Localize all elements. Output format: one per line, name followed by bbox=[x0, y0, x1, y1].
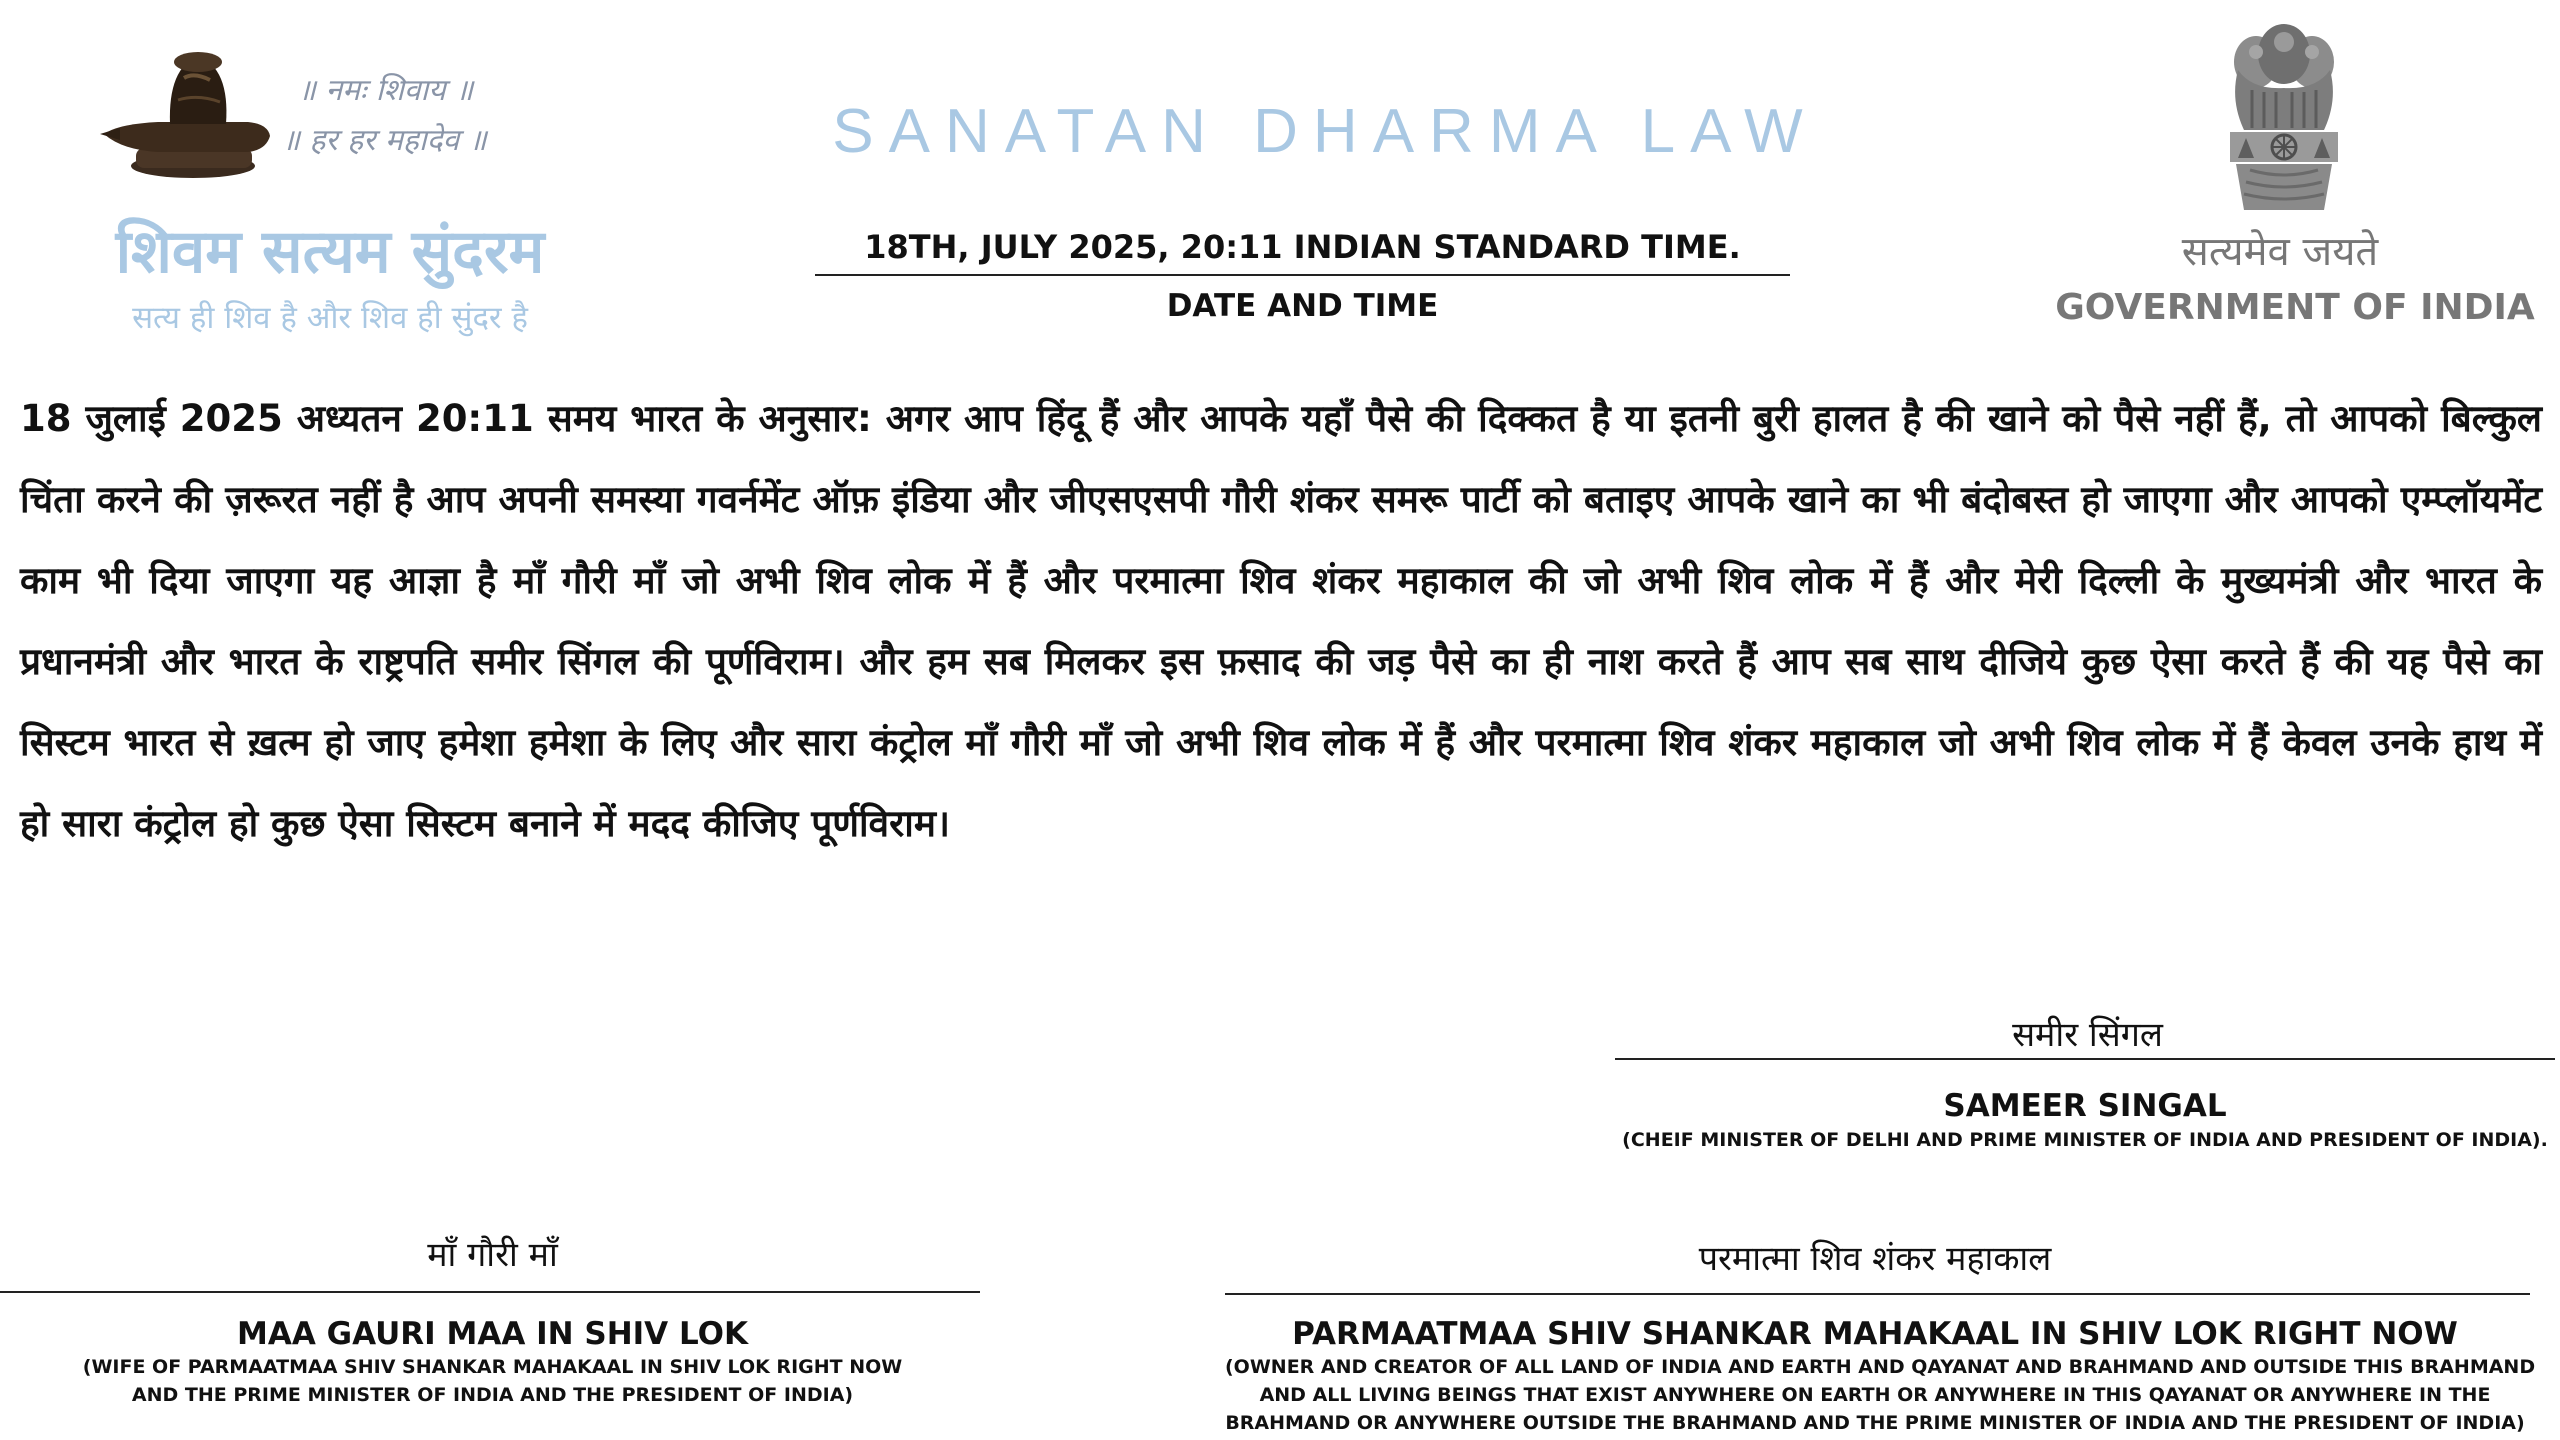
datetime-label: DATE AND TIME bbox=[1166, 288, 1439, 324]
announcement-paragraph: 18 जुलाई 2025 अध्यतन 20:11 समय भारत के अनुसार: अगर आप हिंदू हैं और आपके यहाँ पैसे की दिक्कत है या इतनी बुरी हालत है की खाने को पैसे नहीं हैं, तो आपको बिल्कुल चिंता करने की ज़रूरत नहीं है आप अपनी समस्या गवर्नमेंट ऑफ़ इंडिया और जीएसएसपी गौरी शंकर समरू पार्टी को बताइए आपके खाने का भी बंदोबस्त हो जाएगा और आपको एम्प्लॉयमेंट काम भी दिया जाएगा यह आज्ञा है माँ गौरी माँ जो अभी शिव लोक में हैं और परमात्मा शिव शंकर महाकाल की जो अभी शिव लोक में हैं और मेरी दिल्ली के मुख्यमंत्री और भारत के प्रधानमंत्री और भारत के राष्ट्रपति समीर सिंगल की पूर्णविराम। और हम सब मिलकर इस फ़साद की जड़ पैसे का ही नाश करते हैं आप सब साथ दीजिये कुछ ऐसा करते हैं की यह पैसे का सिस्टम भारत से ख़त्म हो जाए हमेशा हमेशा के लिए और सारा कंट्रोल माँ गौरी माँ जो अभी शिव लोक में हैं और परमात्मा शिव शंकर महाकाल जो अभी शिव लोक में हैं केवल उनके हाथ में हो सारा कंट्रोल हो कुछ ऐसा सिस्टम बनाने में मदद कीजिए पूर्णविराम। bbox=[20, 397, 2542, 845]
signature-gauri-hindi: माँ गौरी माँ bbox=[427, 1235, 558, 1275]
signatory-title-gauri bbox=[0, 1353, 985, 1409]
signature-shiv-hindi: परमात्मा शिव शंकर महाकाल bbox=[1698, 1239, 2052, 1279]
chant-har-har-mahadev: ॥ हर हर महादेव ॥ bbox=[282, 123, 487, 158]
datetime-value: 18TH, JULY 2025, 20:11 INDIAN STANDARD TIME. bbox=[864, 228, 1741, 266]
signatory-title-line: AND ALL LIVING BEINGS THAT EXIST ANYWHERE ON EARTH OR ANYWHERE IN THIS QAYANAT OR ANYWHERE IN THE bbox=[1259, 1384, 2491, 1406]
signatory-title-line: (OWNER AND CREATOR OF ALL LAND OF INDIA AND EARTH AND QAYANAT AND BRAHMAND AND OUTSIDE THIS BRAHMAND bbox=[1225, 1356, 2536, 1378]
signatory-title-sameer bbox=[1615, 1126, 2555, 1154]
site-title: SANATAN DHARMA LAW bbox=[832, 97, 1818, 166]
signatory-name-gauri: MAA GAURI MAA IN SHIV LOK bbox=[237, 1316, 748, 1352]
signatory-name-sameer: SAMEER SINGAL bbox=[1943, 1088, 2227, 1124]
signatory-title-line: (WIFE OF PARMAATMAA SHIV SHANKAR MAHAKAAL IN SHIV LOK RIGHT NOW bbox=[82, 1356, 903, 1378]
brand-heading: शिवम सत्यम सुंदरम bbox=[115, 217, 545, 287]
national-emblem-icon bbox=[2216, 20, 2352, 216]
datetime-divider bbox=[815, 274, 1790, 276]
signature-sameer-hindi: समीर सिंगल bbox=[2012, 1015, 2163, 1055]
signatory-title-shiv bbox=[1225, 1353, 2536, 1437]
signature-line bbox=[1225, 1293, 2530, 1295]
signatory-title-line: AND THE PRIME MINISTER OF INDIA AND THE PRESIDENT OF INDIA) bbox=[131, 1384, 854, 1406]
signatory-title-line: (CHEIF MINISTER OF DELHI AND PRIME MINISTER OF INDIA AND PRESIDENT OF INDIA). bbox=[1622, 1129, 2548, 1151]
signatory-title-line: BRAHMAND OR ANYWHERE OUTSIDE THE BRAHMAND AND THE PRIME MINISTER OF INDIA AND THE PRESIDENT OF INDIA) bbox=[1225, 1412, 2525, 1434]
brand-tagline: सत्य ही शिव है और शिव ही सुंदर है bbox=[132, 300, 528, 336]
chant-om-namah-shivay: ॥ नमः शिवाय ॥ bbox=[298, 73, 474, 108]
shiva-lingam-icon bbox=[98, 48, 278, 188]
signature-line bbox=[1615, 1058, 2555, 1060]
government-label: GOVERNMENT OF INDIA bbox=[2055, 287, 2535, 328]
signatory-name-shiv: PARMAATMAA SHIV SHANKAR MAHAKAAL IN SHIV LOK RIGHT NOW bbox=[1292, 1316, 2458, 1352]
national-motto: सत्यमेव जयते bbox=[2181, 229, 2379, 275]
signature-line bbox=[0, 1291, 980, 1293]
